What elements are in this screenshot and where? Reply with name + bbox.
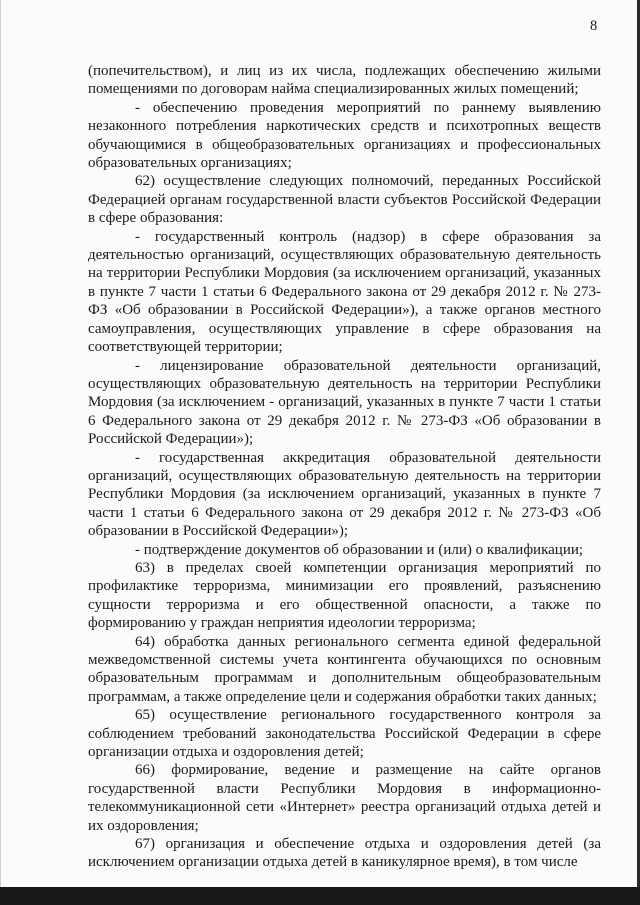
- paragraph: 64) обработка данных регионального сегмента единой федеральной межведомственной системы учета контингента обучающихся по основным образовательным программам и дополнительным общеобразовательным программам, а также определение цели и содержания обработки таких данных;: [88, 633, 601, 705]
- scan-edge-bottom: [0, 887, 640, 905]
- scan-edge-left: [0, 0, 1, 905]
- paragraph: - лицензирование образовательной деятельности организаций, осуществляющих образовательную деятельность на территории Республики Мордовия (за исключением - организаций, указанных в пункте 7 части 1 статьи 6 Федерального закона от 29 декабря 2012 г. № 273-ФЗ «Об образовании в Российской Федерации»);: [88, 357, 601, 448]
- paragraph: - обеспечению проведения мероприятий по раннему выявлению незаконного потребления наркотических средств и психотропных веществ обучающимися в общеобразовательных организациях и профессиональных образовательных организациях;: [88, 99, 601, 172]
- document-body: [88, 62, 601, 872]
- paragraph: - подтверждение документов об образовании и (или) о квалификации;: [135, 541, 584, 558]
- paragraph: (попечительством), и лиц из их числа, подлежащих обеспечению жилыми помещениями по договорам найма специализированных жилых помещений;: [88, 63, 601, 98]
- paragraph: - государственная аккредитация образовательной деятельности организаций, осуществляющих образовательную деятельность на территории Республики Мордовия (за исключением организаций, указанных в пункте 7 части 1 статьи 6 Федерального закона от 29 декабря 2012 г. № 273-ФЗ «Об образовании в Российской Федерации»);: [88, 449, 601, 540]
- paragraph: 63) в пределах своей компетенции организация мероприятий по профилактике терроризма, минимизации его проявлений, разъяснению сущности терроризма и его общественной опасности, а также по формированию у граждан неприятия идеологии терроризма;: [88, 559, 601, 632]
- paragraph: 62) осуществление следующих полномочий, переданных Российской Федерацией органам государственной власти субъектов Российской Федерации в сфере образования:: [88, 173, 601, 227]
- paragraph: - государственный контроль (надзор) в сфере образования за деятельностью организаций, осуществляющих образовательную деятельность на территории Республики Мордовия (за исключением организаций, указанных в пункте 7 части 1 статьи 6 Федерального закона от 29 декабря 2012 г. № 273-ФЗ «Об образовании в Российской Федерации»), а также органов местного самоуправления, осуществляющих управление в сфере образования на соответствующей территории;: [88, 228, 601, 356]
- paragraph: 66) формирование, ведение и размещение на сайте органов государственной власти Республики Мордовия в информационно-телекоммуникационной сети «Интернет» реестра организаций отдыха детей и их оздоровления;: [88, 762, 601, 834]
- page-number: 8: [590, 18, 598, 34]
- paragraph: 65) осуществление регионального государственного контроля за соблюдением требований законодательства Российской Федерации в сфере организации отдыха и оздоровления детей;: [88, 707, 601, 761]
- paragraph: 67) организация и обеспечение отдыха и оздоровления детей (за исключением организации отдыха детей в каникулярное время), в том числе: [88, 836, 601, 871]
